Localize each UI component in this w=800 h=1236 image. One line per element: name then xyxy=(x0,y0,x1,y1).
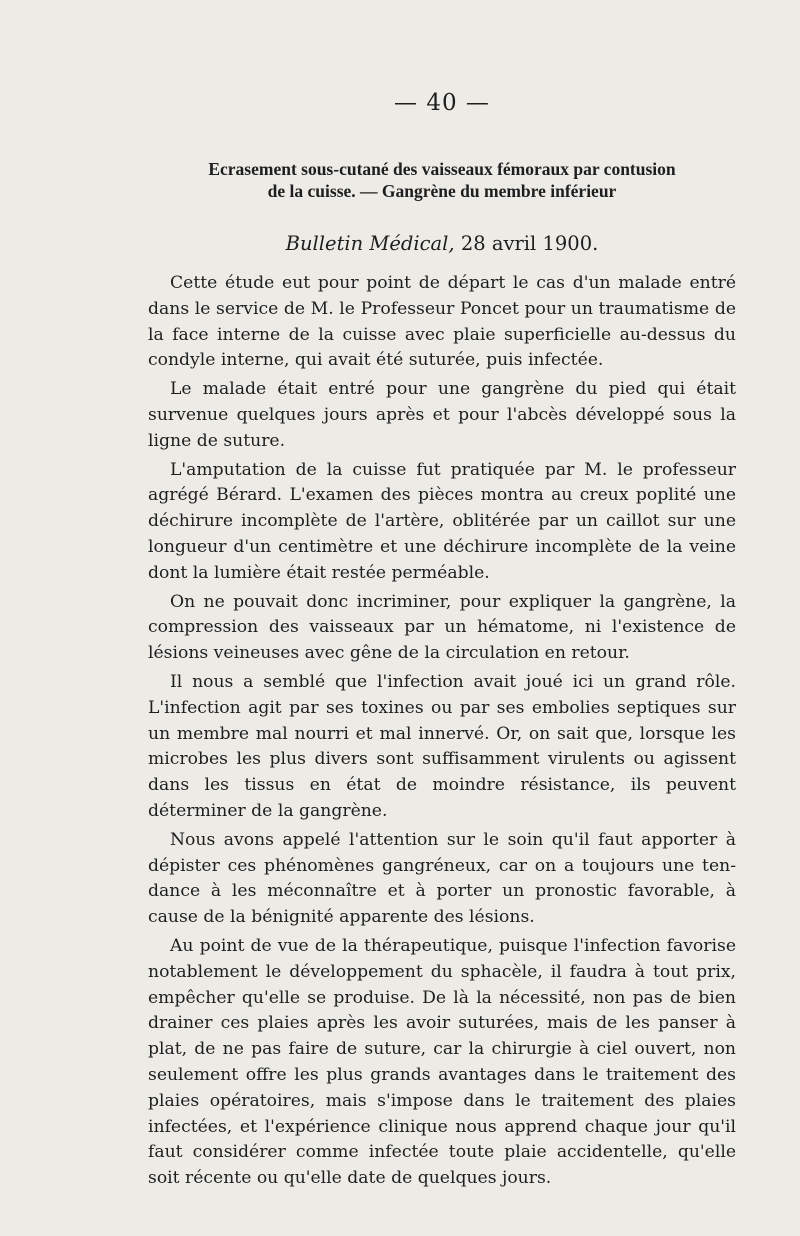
paragraph-5: Il nous a semblé que l'infection avait joué ici un grand rôle. L'infection agit par ses toxines ou par ses embolies septiques sur un membre mal nourri et mal innervé. Or, on sait que, lorsque les microbes les plus divers sont suffisamment virulents ou agissent dans les tissus en état de moindre résistance, ils peuvent déterminer de la gangrène. xyxy=(148,671,736,821)
paragraph-1: Cette étude eut pour point de départ le cas d'un malade entré dans le service de M. le Professeur Poncet pour un traumatisme de la face interne de la cuisse avec plaie superficielle au-dessus du condyle interne, qui avait été suturée, puis infectée. xyxy=(148,273,736,371)
journal-name: Bulletin Médical, xyxy=(285,232,455,255)
paragraph-3: L'amputation de la cuisse fut pratiquée par M. le professeur agrégé Bérard. L'examen des pièces montra au creux poplité une déchirure incomplète de l'artère, oblitérée par un caillot sur une longueur d'un centimètre et une déchirure incomplète de la veine dont la lumière était restée perméable. xyxy=(148,459,736,583)
paragraph-7: Au point de vue de la thérapeutique, puisque l'infection favorise notablement le développement du sphacèle, il faudra à tout prix, empêcher qu'elle se produise. De là la nécessité, non pas de bien drainer ces plaies après les avoir suturées, mais de les panser à plat, de ne pas faire de suture, car la chirurgie à ciel ouvert, non seulement offre les plus grands avantages dans le traitement des plaies opératoires, mais s'impose dans le traitement des plaies infectées, et l'expérience clinique nous apprend chaque jour qu'il faut considérer comme infectée toute plaie accidentelle, qu'elle soit récente ou qu'elle date de quelques jours. xyxy=(148,935,736,1189)
body-text xyxy=(148,271,736,1192)
paragraph-6: Nous avons appelé l'attention sur le soin qu'il faut apporter à dépister ces phénomènes gangréneux, car on a toujours une tendance à les méconnaître et à porter un pronostic favorable, à cause de la bénignité apparente des lésions. xyxy=(148,829,736,928)
citation xyxy=(148,232,736,255)
article-title-line-1: Ecrasement sous-cutané des vaisseaux fémoraux par contusion xyxy=(208,159,676,179)
publication-date: 28 avril 1900. xyxy=(460,232,599,255)
page-number: — 40 — xyxy=(394,90,490,116)
paragraph-2: Le malade était entré pour une gangrène du pied qui était survenue quelques jours après et pour l'abcès développé sous la ligne de suture. xyxy=(148,379,736,451)
article-title xyxy=(148,158,736,202)
paragraph-4: On ne pouvait donc incriminer, pour expliquer la gangrène, la compression des vaisseaux par un hématome, ni l'existence de lésions veineuses avec gêne de la circulation en retour. xyxy=(148,591,736,664)
article-title-line-2: de la cuisse. — Gangrène du membre inférieur xyxy=(267,181,617,201)
